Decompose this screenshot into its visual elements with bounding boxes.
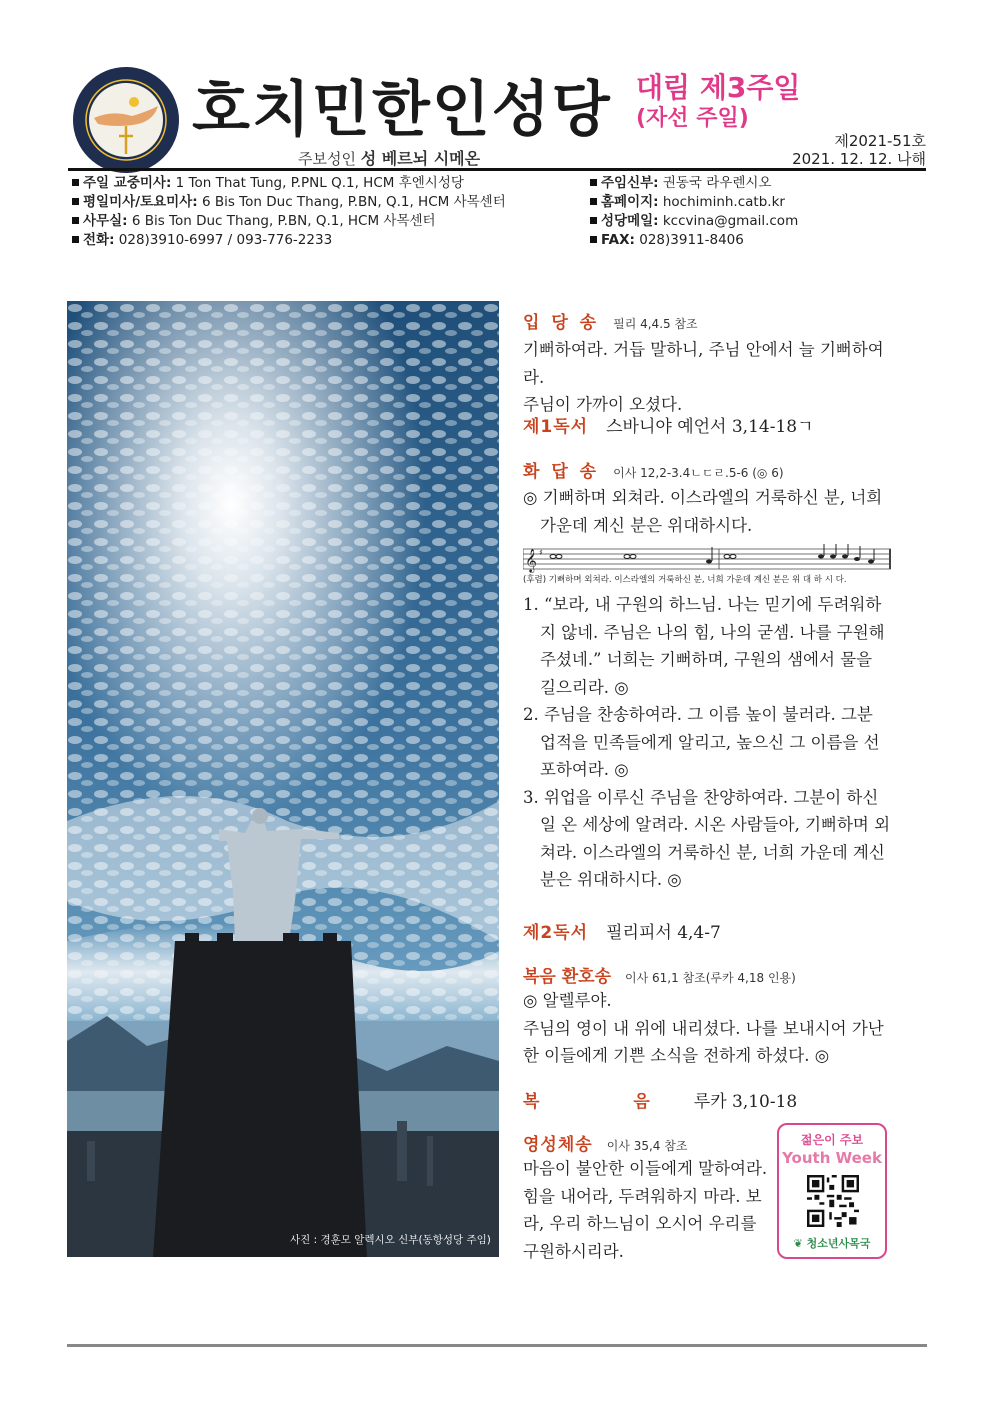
youth-week-badge[interactable] [777,1123,887,1259]
second-reading-heading: 제2독서 [523,923,589,943]
text-line: 주님의 영이 내 위에 내리셨다. 나를 보내시어 가난한 이들에게 기쁜 소식을 전하게 하셨다. ◎ [523,1018,884,1065]
info-row[interactable] [590,193,798,212]
alleluia-ref: 이사 61,1 참조(루카 4,18 인용) [625,971,796,985]
contact-info-right [590,174,798,250]
psalm-header [523,457,784,482]
psalm-verse: 2. 주님을 찬송하여라. 그 이름 높이 불러라. 그분 업적을 민족들에게 알리고, 높으신 그 이름을 선포하여라. ◎ [523,705,880,779]
church-name-title: 호치민한인성당 [192,75,612,145]
info-row[interactable] [590,212,798,231]
qr-code-icon[interactable] [807,1175,859,1227]
info-row [72,212,506,231]
bullet-square-icon [590,198,597,205]
leaf-icon: ❦ [793,1237,807,1250]
psalm-heading: 화 답 송 [523,462,600,482]
contact-info-left [72,174,506,250]
svg-text:𝄞: 𝄞 [525,548,537,572]
info-label: 홈페이지: [601,194,659,210]
info-label: 성당메일: [601,213,659,229]
bullet-square-icon [72,179,79,186]
info-label: 전화: [83,232,115,248]
liturgical-sunday-subtitle: (자선 주일) [636,106,749,131]
info-value: 권동국 라우렌시오 [658,175,772,191]
alleluia-heading: 복음 환호송 [523,967,612,987]
entrance-antiphon-ref: 필리 4,4.5 참조 [613,317,698,331]
info-row [72,174,506,193]
psalm-verses [523,591,893,894]
patron-saint [298,146,480,169]
alleluia-header [523,962,796,987]
info-row [72,231,506,250]
cover-photo-christ-statue [67,301,499,1257]
bullet-square-icon [590,236,597,243]
communion-antiphon: 마음이 불안한 이들에게 말하여라. 힘을 내어라, 두려워하지 마라. 보라, 우리 하느님이 오시어 우리를 구원하시리라. [523,1159,768,1261]
psalm-music-lyrics: (후렴) 기뻐하며 외쳐라. 이스라엘의 거룩하신 분, 너희 가운데 계신 분은 위 대 하 시 다. [523,575,847,585]
email-link[interactable]: kccvina@gmail.com [658,213,799,229]
gospel-header [523,1087,797,1112]
entrance-antiphon-heading: 입 당 송 [523,313,600,333]
entrance-antiphon-text [523,336,893,419]
bullet-square-icon [72,198,79,205]
header-divider [68,168,926,171]
photo-caption: 사진 : 경훈모 알렉시오 신부(동항성당 주임) [290,1234,491,1246]
second-reading-ref: 필리피서 4,4-7 [606,923,721,943]
info-value: 6 Bis Ton Duc Thang, P.BN, Q.1, HCM 사목센터 [197,194,506,210]
info-label: FAX: [601,232,635,248]
text-line: 주님이 가까이 오셨다. [523,395,683,414]
first-reading-header [523,412,814,437]
gospel-ref: 루카 3,10-18 [693,1092,798,1112]
info-row [590,174,798,193]
patron-name: 성 베르뇌 시메온 [360,149,481,168]
bullet-square-icon [72,217,79,224]
info-value: 1 Ton That Tung, P.PNL Q.1, HCM 후엔시성당 [171,175,464,191]
youth-badge-title: 젊은이 주보 [800,1133,864,1147]
svg-text:♯: ♯ [539,548,543,557]
psalm-ref: 이사 12,2-3.4ㄴㄷㄹ.5-6 (◎ 6) [613,466,784,480]
footer-divider [67,1344,927,1347]
text-line: ◎ 알렐루야. [523,991,612,1010]
psalm-music-staff [523,543,891,573]
communion-ref: 이사 35,4 참조 [606,1139,688,1153]
bullet-square-icon [72,236,79,243]
patron-label: 주보성인 [298,150,356,168]
info-value: 6 Bis Ton Duc Thang, P.BN, Q.1, HCM 사목센터 [127,213,436,229]
bullet-square-icon [590,217,597,224]
psalm-response-text: ◎ 기뻐하며 외쳐라. 이스라엘의 거룩하신 분, 너희 가운데 계신 분은 위대하시다. [523,488,883,535]
youth-ministry-org [779,1235,885,1251]
first-reading-heading: 제1독서 [523,417,589,437]
entrance-antiphon-header [523,308,698,333]
issue-number: 제2021-51호 [834,132,926,150]
text-line: 기뻐하여라. 거듭 말하니, 주님 안에서 늘 기뻐하여라. [523,340,884,387]
info-row [72,193,506,212]
church-logo-icon [72,66,180,174]
youth-org-label: 청소년사목국 [806,1237,871,1250]
info-label: 평일미사/토요미사: [83,194,198,210]
info-row [590,231,798,250]
communion-text [523,1155,768,1265]
psalm-response [523,484,893,539]
homepage-link[interactable]: hochiminh.catb.kr [658,194,785,210]
psalm-verse: 1. “보라, 내 구원의 하느님. 나는 믿기에 두려워하지 않네. 주님은 나의 힘, 나의 굳셈. 나를 구원해 주셨네.” 너희는 기뻐하며, 구원의 샘에서 물을 길으리라. ◎ [523,595,885,697]
info-value: 028)3911-8406 [634,232,744,248]
youth-badge-subtitle: Youth Week [782,1149,882,1167]
first-reading-ref: 스바니야 예언서 3,14-18ㄱ [606,417,814,437]
liturgical-sunday-title: 대림 제3주일 [636,71,801,104]
info-value: 028)3910-6997 / 093-776-2233 [114,232,333,248]
bullet-square-icon [590,179,597,186]
psalm-verse: 3. 위업을 이루신 주님을 찬양하여라. 그분이 하신 일 온 세상에 알려라. 시온 사람들아, 기뻐하며 외쳐라. 이스라엘의 거룩하신 분, 너희 가운데 계신 분은 위대하시다. ◎ [523,787,891,889]
second-reading-header [523,918,721,943]
communion-header [523,1130,687,1155]
info-label: 사무실: [83,213,128,229]
gospel-heading: 복 음 [523,1092,694,1112]
info-label: 주임신부: [601,175,659,191]
info-label: 주일 교중미사: [83,175,172,191]
issue-date: 2021. 12. 12. 나해 [792,150,926,168]
communion-heading: 영성체송 [523,1135,593,1155]
alleluia-text [523,987,893,1070]
